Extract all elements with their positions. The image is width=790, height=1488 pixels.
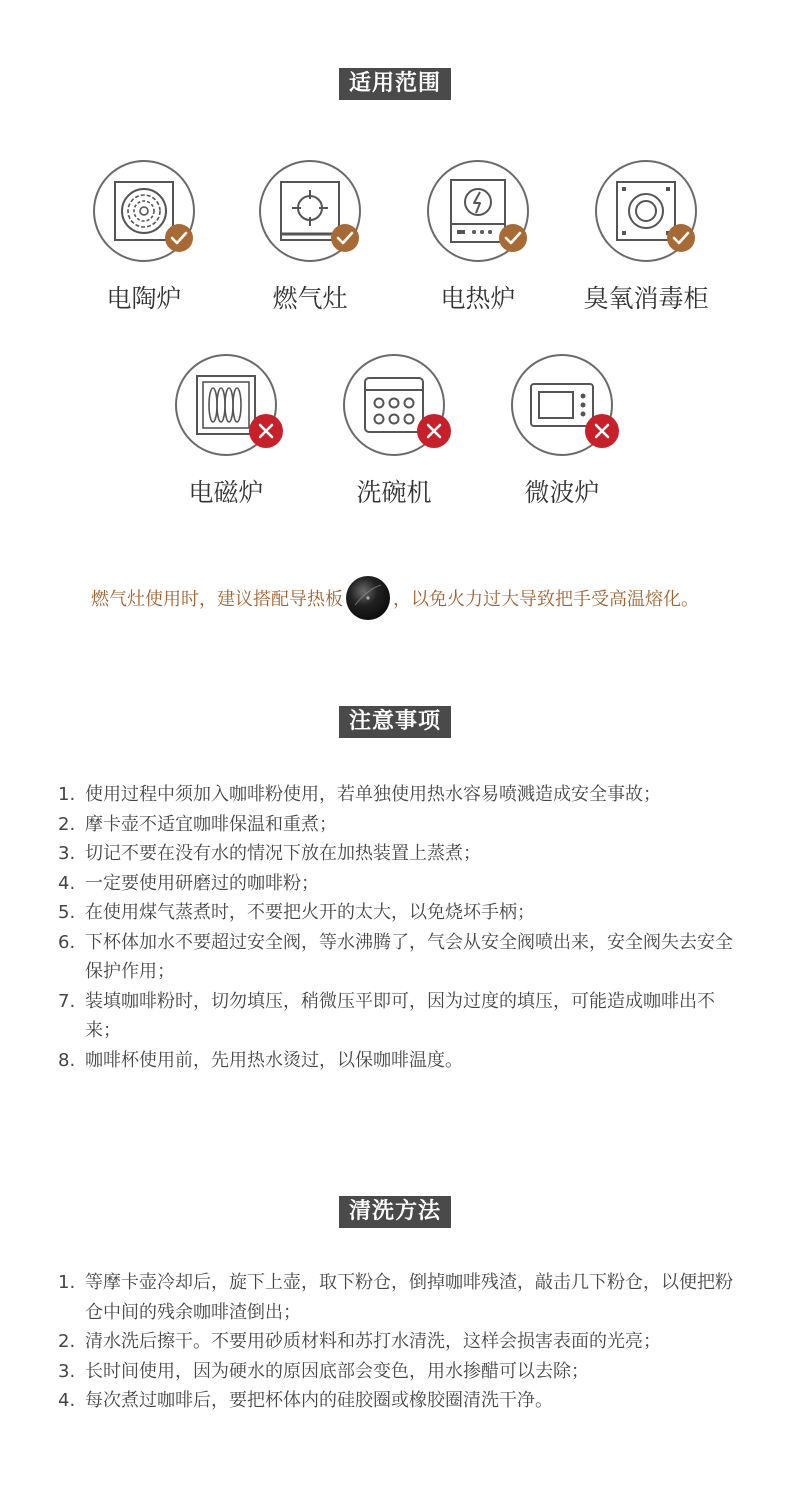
list-item: 2. 摩卡壶不适宜咖啡保温和重煮；: [58, 813, 337, 835]
device-ceramic-stove: [64, 160, 224, 314]
list-item: 2. 清水洗后擦干。不要用砂质材料和苏打水清洗，这样会损害表面的光亮；: [58, 1331, 661, 1352]
list-item: 6. 下杯体加水不要超过安全阀，等水沸腾了，气会从安全阀喷出来，安全阀失去安全保护作用；: [58, 931, 733, 982]
list-item: 4. 每次煮过咖啡后，要把杯体内的硅胶圈或橡胶圈清洗干净。: [58, 1390, 553, 1411]
section-title-notes: 注意事项: [339, 706, 451, 738]
list-item: 7. 装填咖啡粉时，切勿填压，稍微压平即可，因为过度的填压，可能造成咖啡出不来；: [58, 990, 715, 1041]
device-label: 电陶炉: [106, 284, 182, 313]
list-item: 4. 一定要使用研磨过的咖啡粉；: [58, 872, 319, 894]
not-supported-x-icon: [417, 414, 451, 448]
device-icon-frame: [259, 160, 361, 262]
list-item: 3. 长时间使用，因为硬水的原因底部会变色，用水掺醋可以去除；: [58, 1360, 589, 1382]
device-gas-stove: [230, 160, 390, 314]
section-title-cleaning: 清洗方法: [339, 1196, 451, 1228]
device-electric-stove: [398, 160, 558, 314]
device-label: 微波炉: [524, 478, 600, 507]
heat-plate-image: [345, 575, 391, 621]
device-label: 臭氧消毒柜: [583, 284, 709, 313]
device-microwave: [482, 354, 642, 508]
device-icon-frame: [595, 160, 697, 262]
gas-note-text-before: 燃气灶使用时，建议搭配导热板: [91, 589, 343, 610]
not-supported-x-icon: [585, 414, 619, 448]
device-dishwasher: [314, 354, 474, 508]
supported-check-icon: [331, 224, 359, 252]
cleaning-list: [58, 1268, 748, 1416]
device-induction-cooker: [146, 354, 306, 508]
device-label: 电磁炉: [188, 478, 264, 507]
device-label: 燃气灶: [272, 284, 348, 313]
list-item: 1. 等摩卡壶冷却后，旋下上壶，取下粉仓，倒掉咖啡残渣，敲击几下粉仓，以便把粉仓中间的残余咖啡渣倒出；: [58, 1272, 733, 1323]
device-icon-frame: [175, 354, 277, 456]
list-item: 5. 在使用煤气蒸煮时，不要把火开的太大，以免烧坏手柄；: [58, 902, 535, 923]
section-title-scope: 适用范围: [339, 68, 451, 100]
gas-stove-note: [0, 578, 790, 618]
device-label: 电热炉: [440, 284, 516, 313]
device-icon-frame: [343, 354, 445, 456]
device-icon-frame: [511, 354, 613, 456]
device-ozone-cabinet: [566, 160, 726, 314]
device-icon-frame: [427, 160, 529, 262]
supported-check-icon: [667, 224, 695, 252]
not-supported-x-icon: [249, 414, 283, 448]
gas-note-text-after: ，以免火力过大导致把手受高温熔化。: [393, 589, 699, 610]
list-item: 8. 咖啡杯使用前，先用热水烫过，以保咖啡温度。: [58, 1049, 463, 1071]
supported-check-icon: [499, 224, 527, 252]
device-icon-frame: [93, 160, 195, 262]
notes-list: [58, 780, 748, 1075]
list-item: 3. 切记不要在没有水的情况下放在加热装置上蒸煮；: [58, 843, 481, 864]
device-label: 洗碗机: [356, 478, 432, 507]
list-item: 1. 使用过程中须加入咖啡粉使用，若单独使用热水容易喷溅造成安全事故；: [58, 784, 661, 805]
supported-check-icon: [165, 224, 193, 252]
